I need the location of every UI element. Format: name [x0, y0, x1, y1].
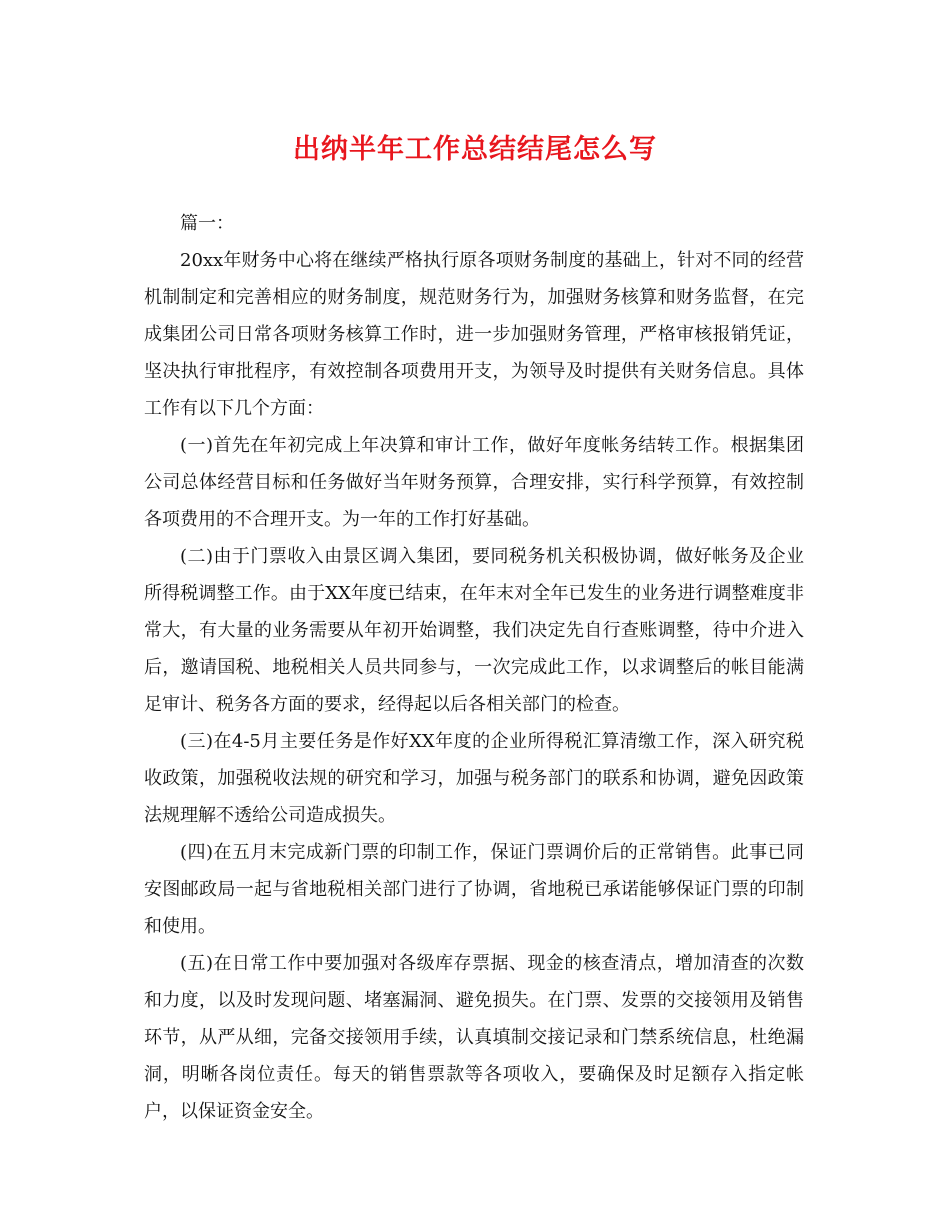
paragraph-item-2: (二)由于门票收入由景区调入集团，要同税务机关积极协调，做好帐务及企业所得税调整工作。由于XX年度已结束，在年末对全年已发生的业务进行调整难度非常大，有大量的业务需要从年初开始调整，我们决定先自行查账调整，待中介进入后，邀请国税、地税相关人员共同参与，一次完成此工作，以求调整后的帐目能满足审计、税务各方面的要求，经得起以后各相关部门的检查。 — [144, 546, 804, 715]
paragraph-item-5: (五)在日常工作中要加强对各级库存票据、现金的核查清点，增加清查的次数和力度，以及时发现问题、堵塞漏洞、避免损失。在门票、发票的交接领用及销售环节，从严从细，完备交接领用手续，认真填制交接记录和门禁系统信息，杜绝漏洞，明晰各岗位责任。每天的销售票款等各项收入，要确保及时足额存入指定帐户，以保证资金安全。 — [144, 953, 804, 1122]
paragraph-item-1: (一)首先在年初完成上年决算和审计工作，做好年度帐务结转工作。根据集团公司总体经营目标和任务做好当年财务预算，合理安排，实行科学预算，有效控制各项费用的不合理开支。为一年的工作打好基础。 — [144, 435, 804, 530]
document-body — [144, 205, 804, 1130]
paragraph-item-3: (三)在4-5月主要任务是作好XX年度的企业所得税汇算清缴工作，深入研究税收政策，加强税收法规的研究和学习，加强与税务部门的联系和协调，避免因政策法规理解不透给公司造成损失。 — [144, 731, 804, 826]
paragraph-item-4: (四)在五月末完成新门票的印制工作，保证门票调价后的正常销售。此事已同安图邮政局一起与省地税相关部门进行了协调，省地税已承诺能够保证门票的印制和使用。 — [144, 842, 804, 937]
paragraph-intro: 20xx年财务中心将在继续严格执行原各项财务制度的基础上，针对不同的经营机制制定和完善相应的财务制度，规范财务行为，加强财务核算和财务监督，在完成集团公司日常各项财务核算工作时，进一步加强财务管理，严格审核报销凭证，坚决执行审批程序，有效控制各项费用开支，为领导及时提供有关财务信息。具体工作有以下几个方面： — [144, 250, 804, 419]
document-title: 出纳半年工作总结结尾怎么写 — [293, 134, 657, 165]
section-label: 篇一： — [180, 213, 234, 234]
